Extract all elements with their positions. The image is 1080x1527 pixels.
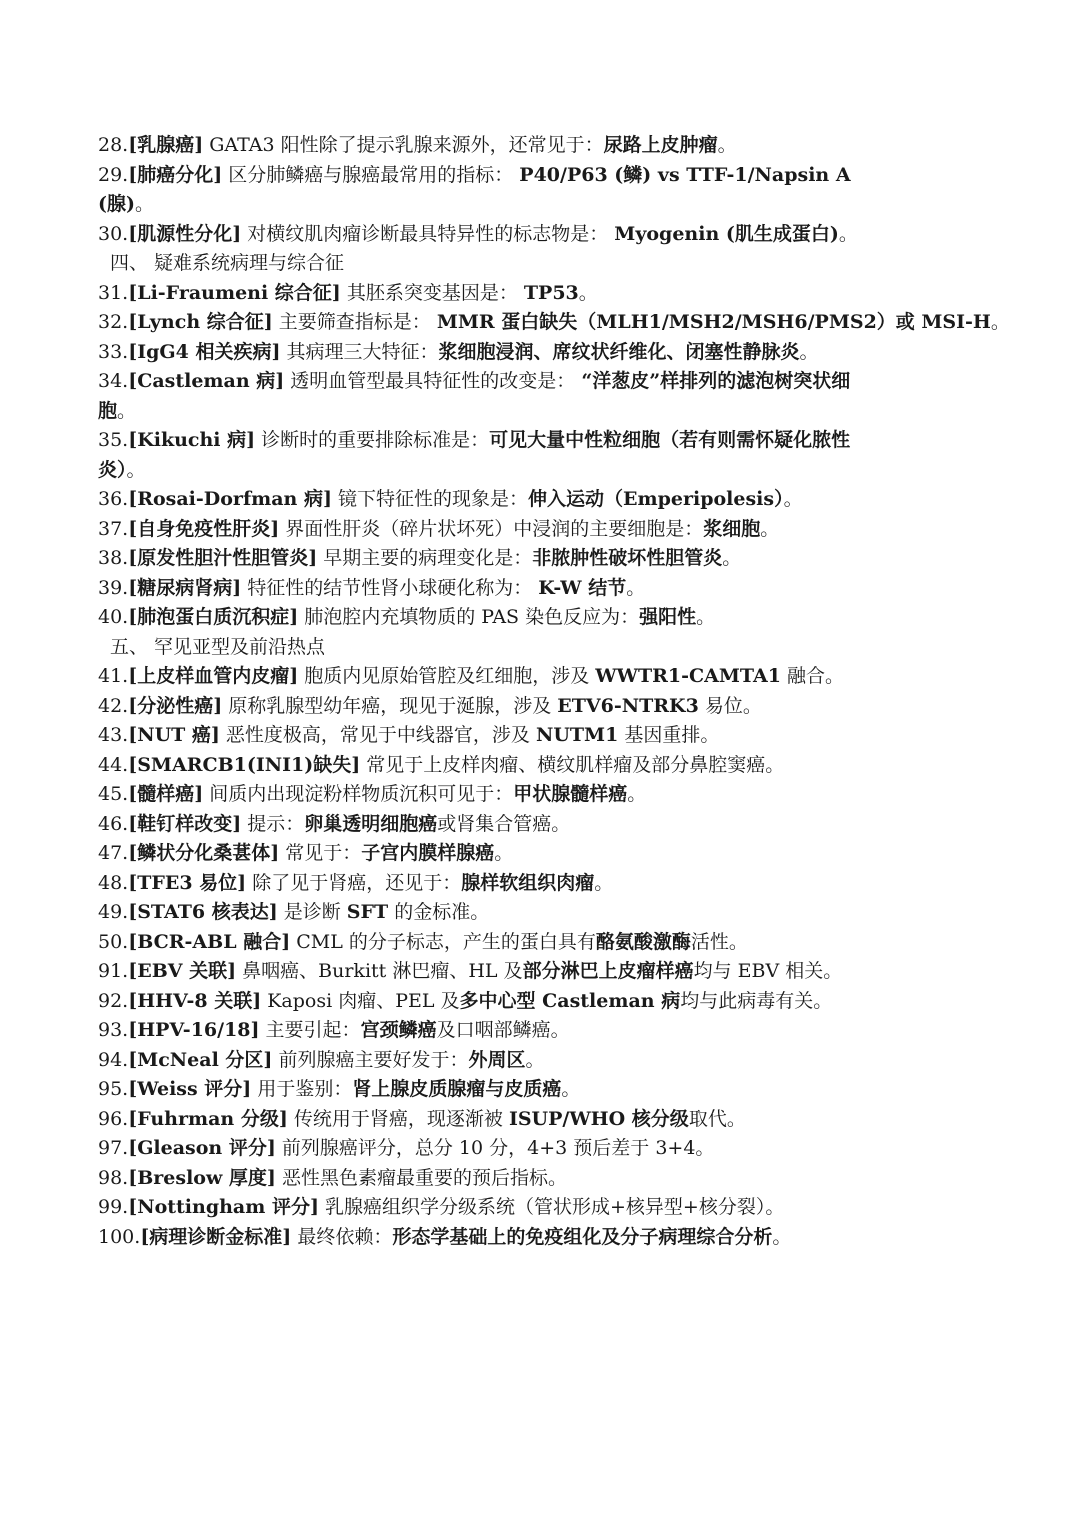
list-item: [98, 928, 978, 958]
item-answer: 宫颈鳞癌: [360, 1019, 437, 1041]
item-number: 29.: [98, 163, 129, 186]
item-text: 。: [626, 576, 646, 599]
list-item: [98, 367, 978, 397]
item-answer: SFT: [346, 901, 389, 923]
item-number: 33.: [98, 340, 129, 363]
item-question: 提示：: [241, 812, 305, 835]
item-topic: [HPV-16/18]: [128, 1019, 260, 1041]
item-question: 是诊断: [277, 901, 347, 923]
item-text: 。: [717, 134, 737, 156]
item-text: 。: [772, 1225, 792, 1248]
list-item: [98, 898, 978, 928]
item-text: 的金标准。: [388, 901, 490, 923]
item-question: 主要引起：: [259, 1019, 361, 1041]
item-answer: 非脓肿性破坏性胆管炎: [532, 547, 723, 569]
item-answer: (腺): [98, 193, 135, 215]
item-topic: [EBV 关联]: [128, 960, 237, 982]
item-answer: 炎）: [98, 458, 127, 481]
item-answer: 形态学基础上的免疫组化及分子病理综合分析: [392, 1225, 773, 1248]
item-topic: [Castleman 病]: [128, 370, 285, 392]
list-item: [98, 780, 978, 810]
list-item: [98, 1223, 978, 1253]
item-text: 。: [594, 871, 614, 894]
list-item-continuation: [98, 397, 978, 427]
list-item: [98, 692, 978, 722]
section-heading: [98, 633, 978, 663]
item-answer: P40/P63 (鳞) vs TTF-1/Napsin A: [519, 163, 851, 186]
item-number: 92.: [98, 989, 129, 1012]
item-text: 及口咽部鳞癌。: [436, 1019, 570, 1041]
item-topic: [自身免疫性肝炎]: [128, 517, 280, 540]
item-question: 肺泡腔内充填物质的 PAS 染色反应为：: [298, 606, 640, 628]
item-text: 。: [561, 1078, 581, 1100]
item-topic: [IgG4 相关疾病]: [128, 340, 281, 363]
item-topic: [HHV-8 关联]: [128, 989, 262, 1012]
item-number: 30.: [98, 222, 129, 245]
item-question: 对横纹肌肉瘤诊断最具特异性的标志物是：: [241, 222, 615, 245]
item-text: 。: [696, 606, 716, 628]
list-item: [98, 662, 978, 692]
item-text: 。: [525, 1048, 545, 1071]
list-item: [98, 308, 1010, 338]
item-number: 91.: [98, 960, 129, 982]
list-item: [98, 839, 978, 869]
item-number: 50.: [98, 930, 129, 953]
item-topic: [Li-Fraumeni 综合征]: [128, 281, 341, 304]
list-item: [98, 220, 978, 250]
item-question: CML 的分子标志，产生的蛋白具有: [290, 930, 596, 953]
list-item: [98, 987, 978, 1017]
list-item: [98, 1016, 978, 1046]
item-question: 其病理三大特征：: [280, 340, 439, 363]
item-number: 93.: [98, 1019, 129, 1041]
item-question: 常见于：: [279, 842, 362, 864]
item-answer: 部分淋巴上皮瘤样癌: [522, 960, 694, 982]
list-item: [98, 810, 978, 840]
item-text: 均与 EBV 相关。: [693, 960, 843, 982]
item-answer: NUTM1: [535, 724, 619, 746]
item-question: 区分肺鳞癌与腺癌最常用的指标：: [222, 163, 520, 186]
item-text: 。: [990, 311, 1010, 333]
list-item: [98, 1134, 978, 1164]
item-question: 恶性度极高，常见于中线器官，涉及: [219, 724, 536, 746]
list-item: [98, 485, 978, 515]
list-item: [98, 751, 978, 781]
item-answer: Myogenin (肌生成蛋白): [614, 222, 839, 245]
item-question: 除了见于肾癌，还见于：: [246, 871, 462, 894]
list-item: [98, 544, 978, 574]
item-question: 原称乳腺型幼年癌，现见于涎腺，涉及: [222, 694, 558, 717]
item-question: 前列腺癌评分，总分 10 分，4+3 预后差于 3+4。: [275, 1137, 715, 1159]
item-number: 41.: [98, 665, 129, 687]
item-question: 早期主要的病理变化是：: [317, 547, 533, 569]
section-title: 五、 罕见亚型及前沿热点: [110, 635, 326, 658]
list-item: [98, 957, 978, 987]
item-answer: 强阳性: [639, 606, 697, 628]
item-number: 97.: [98, 1137, 129, 1159]
item-topic: [病理诊断金标准]: [140, 1225, 292, 1248]
item-topic: [Kikuchi 病]: [128, 429, 256, 451]
item-text: 。: [134, 193, 154, 215]
item-answer: ISUP/WHO 核分级: [508, 1107, 689, 1130]
list-item: [98, 1193, 978, 1223]
item-text: 取代。: [688, 1107, 746, 1130]
item-answer: 外周区: [468, 1048, 526, 1071]
item-number: 95.: [98, 1078, 129, 1100]
item-number: 38.: [98, 547, 129, 569]
item-number: 35.: [98, 429, 129, 451]
list-item: [98, 131, 978, 161]
item-number: 94.: [98, 1048, 129, 1071]
item-topic: [肺泡蛋白质沉积症]: [128, 606, 299, 628]
item-number: 96.: [98, 1107, 129, 1130]
item-answer: 卵巢透明细胞癌: [304, 812, 438, 835]
list-item: [98, 603, 978, 633]
item-answer: WWTR1-CAMTA1: [595, 665, 781, 687]
item-topic: [SMARCB1(INI1)缺失]: [128, 753, 361, 776]
item-topic: [Gleason 评分]: [128, 1137, 276, 1159]
item-answer: 肾上腺皮质腺瘤与皮质癌: [352, 1078, 562, 1100]
list-item: [98, 1075, 978, 1105]
item-text: 或肾集合管癌。: [437, 812, 571, 835]
item-number: 99.: [98, 1196, 129, 1218]
item-text: 。: [722, 547, 742, 569]
item-number: 37.: [98, 517, 129, 540]
item-question: 乳腺癌组织学分级系统（管状形成+核异型+核分裂）。: [318, 1196, 785, 1218]
item-topic: [NUT 癌]: [128, 724, 220, 746]
item-topic: [Nottingham 评分]: [128, 1196, 319, 1218]
list-item: [98, 869, 978, 899]
item-number: 45.: [98, 783, 129, 805]
item-number: 98.: [98, 1166, 129, 1189]
item-number: 43.: [98, 724, 129, 746]
item-text: 。: [494, 842, 514, 864]
item-question: 诊断时的重要排除标准是：: [255, 429, 490, 451]
item-question: 主要筛查指标是：: [272, 311, 437, 333]
item-topic: [McNeal 分区]: [128, 1048, 273, 1071]
item-number: 28.: [98, 134, 129, 156]
item-answer: 多中心型 Castleman 病: [459, 989, 681, 1012]
item-number: 46.: [98, 812, 129, 835]
item-topic: [Weiss 评分]: [128, 1078, 252, 1100]
item-question: 胞质内见原始管腔及红细胞，涉及: [298, 665, 596, 687]
item-answer: 酪氨酸激酶: [595, 930, 691, 953]
item-text: 。: [627, 783, 647, 805]
item-answer: 甲状腺髓样癌: [513, 783, 628, 805]
item-number: 34.: [98, 370, 129, 392]
item-text: 基因重排。: [618, 724, 720, 746]
item-question: 鼻咽癌、Burkitt 淋巴瘤、HL 及: [236, 960, 523, 982]
item-topic: [原发性胆汁性胆管炎]: [128, 547, 318, 569]
section-heading: [98, 249, 978, 279]
section-title: 四、 疑难系统病理与综合征: [110, 252, 345, 274]
item-question: 恶性黑色素瘤最重要的预后指标。: [275, 1166, 567, 1189]
item-answer: 伸入运动（Emperipolesis）: [528, 488, 784, 510]
item-question: 界面性肝炎（碎片状坏死）中浸润的主要细胞是：: [279, 517, 704, 540]
item-answer: 可见大量中性粒细胞（若有则需怀疑化脓性: [489, 429, 851, 451]
item-question: 其胚系突变基因是：: [340, 281, 524, 304]
item-number: 31.: [98, 281, 129, 304]
item-number: 100.: [98, 1225, 141, 1248]
item-topic: [STAT6 核表达]: [128, 901, 278, 923]
item-answer: ETV6-NTRK3: [557, 694, 699, 717]
item-text: 均与此病毒有关。: [680, 989, 833, 1012]
item-topic: [Breslow 厚度]: [128, 1166, 276, 1189]
item-answer: TP53: [523, 281, 579, 304]
item-question: 透明血管型最具特征性的改变是：: [284, 370, 582, 392]
item-text: 。: [783, 488, 803, 510]
item-topic: [Rosai-Dorfman 病]: [128, 488, 332, 510]
item-topic: [BCR-ABL 融合]: [128, 930, 291, 953]
document-body: [98, 131, 1010, 1252]
item-number: 48.: [98, 871, 129, 894]
item-topic: [TFE3 易位]: [128, 871, 247, 894]
list-item: [98, 574, 978, 604]
list-item: [98, 515, 978, 545]
item-answer: 尿路上皮肿瘤: [603, 134, 718, 156]
item-number: 49.: [98, 901, 129, 923]
item-answer: “洋葱皮”样排列的滤泡树突状细: [581, 370, 851, 392]
item-text: 。: [117, 399, 137, 422]
item-text: 融合。: [780, 665, 845, 687]
item-answer: K-W 结节: [538, 576, 627, 599]
list-item: [98, 279, 978, 309]
item-topic: [乳腺癌]: [128, 134, 204, 156]
list-item: [98, 338, 978, 368]
item-number: 42.: [98, 694, 129, 717]
item-topic: [髓样癌]: [128, 783, 204, 805]
list-item: [98, 1164, 978, 1194]
item-number: 47.: [98, 842, 129, 864]
item-question: 镜下特征性的现象是：: [331, 488, 528, 510]
item-question: 最终依赖：: [291, 1225, 393, 1248]
item-question: 前列腺癌主要好发于：: [272, 1048, 469, 1071]
item-topic: [肌源性分化]: [128, 222, 242, 245]
item-number: 40.: [98, 606, 129, 628]
item-topic: [Lynch 综合征]: [128, 311, 273, 333]
item-answer: 腺样软组织肉瘤: [461, 871, 595, 894]
item-topic: [糖尿病肾病]: [128, 576, 242, 599]
item-question: 间质内出现淀粉样物质沉积可见于：: [203, 783, 514, 805]
item-text: 。: [760, 517, 780, 540]
item-answer: 胞: [98, 399, 118, 422]
list-item: [98, 161, 978, 191]
item-answer: 子宫内膜样腺癌: [361, 842, 495, 864]
item-topic: [鞋钉样改变]: [128, 812, 242, 835]
item-answer: MMR 蛋白缺失（MLH1/MSH2/MSH6/PMS2）或 MSI-H: [436, 311, 991, 333]
item-text: 。: [799, 340, 819, 363]
list-item-continuation: [98, 190, 978, 220]
list-item: [98, 721, 978, 751]
item-number: 44.: [98, 753, 129, 776]
item-topic: [Fuhrman 分级]: [128, 1107, 288, 1130]
item-topic: [上皮样血管内皮瘤]: [128, 665, 299, 687]
item-text: 。: [838, 222, 858, 245]
item-text: 。: [126, 458, 146, 481]
item-text: 。: [578, 281, 598, 304]
item-question: Kaposi 肉瘤、PEL 及: [261, 989, 460, 1012]
list-item: [98, 1046, 978, 1076]
item-question: 传统用于肾癌，现逐渐被: [287, 1107, 509, 1130]
item-number: 32.: [98, 311, 129, 333]
item-answer: 浆细胞: [703, 517, 761, 540]
item-text: 易位。: [698, 694, 762, 717]
item-answer: 浆细胞浸润、席纹状纤维化、闭塞性静脉炎: [438, 340, 800, 363]
item-text: 活性。: [690, 930, 748, 953]
list-item: [98, 426, 978, 456]
list-item-continuation: [98, 456, 978, 486]
item-question: 常见于上皮样肉瘤、横纹肌样瘤及部分鼻腔窦癌。: [360, 753, 785, 776]
item-question: 特征性的结节性肾小球硬化称为：: [241, 576, 539, 599]
item-number: 36.: [98, 488, 129, 510]
list-item: [98, 1105, 978, 1135]
item-topic: [分泌性癌]: [128, 694, 223, 717]
item-number: 39.: [98, 576, 129, 599]
item-question: GATA3 阳性除了提示乳腺来源外，还常见于：: [203, 134, 604, 156]
item-topic: [鳞状分化桑葚体]: [128, 842, 280, 864]
item-question: 用于鉴别：: [251, 1078, 353, 1100]
item-topic: [肺癌分化]: [128, 163, 223, 186]
